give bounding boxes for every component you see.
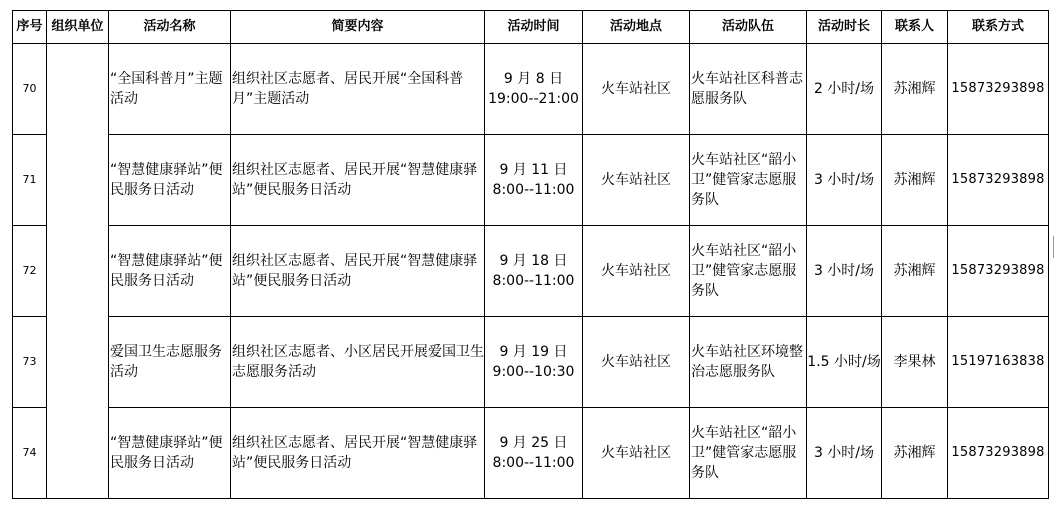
cell-place: 火车站社区 bbox=[583, 408, 690, 499]
table-row bbox=[13, 317, 1049, 408]
header-contact: 联系人 bbox=[882, 11, 948, 44]
cell-time bbox=[485, 226, 583, 317]
header-phone: 联系方式 bbox=[948, 11, 1049, 44]
cell-place: 火车站社区 bbox=[583, 226, 690, 317]
cell-time bbox=[485, 44, 583, 135]
cell-name: 爱国卫生志愿服务活动 bbox=[109, 317, 231, 408]
cell-team: 火车站社区“韶小卫”健管家志愿服务队 bbox=[690, 226, 807, 317]
header-seq: 序号 bbox=[13, 11, 47, 44]
cell-summary: 组织社区志愿者、居民开展“智慧健康驿站”便民服务日活动 bbox=[231, 135, 485, 226]
cell-team: 火车站社区环境整治志愿服务队 bbox=[690, 317, 807, 408]
cell-team: 火车站社区“韶小卫”健管家志愿服务队 bbox=[690, 135, 807, 226]
header-time: 活动时间 bbox=[485, 11, 583, 44]
cell-seq: 71 bbox=[13, 135, 47, 226]
cell-duration: 2 小时/场 bbox=[807, 44, 882, 135]
cell-date: 9 月 8 日 bbox=[503, 71, 564, 87]
cell-team: 火车站社区“韶小卫”健管家志愿服务队 bbox=[690, 408, 807, 499]
cell-place: 火车站社区 bbox=[583, 44, 690, 135]
cell-name: “智慧健康驿站”便民服务日活动 bbox=[109, 408, 231, 499]
cell-date: 9 月 25 日 bbox=[499, 435, 568, 451]
cell-date: 9 月 18 日 bbox=[499, 253, 568, 269]
cell-place: 火车站社区 bbox=[583, 135, 690, 226]
cell-team: 火车站社区科普志愿服务队 bbox=[690, 44, 807, 135]
cell-place: 火车站社区 bbox=[583, 317, 690, 408]
header-summary: 简要内容 bbox=[231, 11, 485, 44]
activity-table-sheet bbox=[12, 10, 1049, 499]
cell-time bbox=[485, 317, 583, 408]
cell-name: “全国科普月”主题活动 bbox=[109, 44, 231, 135]
cell-phone: 15873293898 bbox=[948, 44, 1049, 135]
header-name: 活动名称 bbox=[109, 11, 231, 44]
cell-duration: 3 小时/场 bbox=[807, 135, 882, 226]
cell-name: “智慧健康驿站”便民服务日活动 bbox=[109, 226, 231, 317]
cell-contact: 苏湘辉 bbox=[882, 226, 948, 317]
cell-seq: 73 bbox=[13, 317, 47, 408]
cell-summary: 组织社区志愿者、居民开展“智慧健康驿站”便民服务日活动 bbox=[231, 408, 485, 499]
cell-time bbox=[485, 135, 583, 226]
cell-contact: 李果林 bbox=[882, 317, 948, 408]
cell-date: 9 月 19 日 bbox=[499, 344, 568, 360]
header-org: 组织单位 bbox=[47, 11, 109, 44]
cell-hours: 19:00--21:00 bbox=[488, 91, 579, 107]
cell-hours: 8:00--11:00 bbox=[492, 182, 575, 198]
table-row bbox=[13, 408, 1049, 499]
table-row bbox=[13, 44, 1049, 135]
table-row bbox=[13, 135, 1049, 226]
header-team: 活动队伍 bbox=[690, 11, 807, 44]
cell-phone: 15197163838 bbox=[948, 317, 1049, 408]
cell-time bbox=[485, 408, 583, 499]
cell-seq: 74 bbox=[13, 408, 47, 499]
cell-hours: 8:00--11:00 bbox=[492, 273, 575, 289]
cell-phone: 15873293898 bbox=[948, 135, 1049, 226]
table-row bbox=[13, 226, 1049, 317]
cell-duration: 3 小时/场 bbox=[807, 408, 882, 499]
header-place: 活动地点 bbox=[583, 11, 690, 44]
cell-summary: 组织社区志愿者、居民开展“全国科普月”主题活动 bbox=[231, 44, 485, 135]
cell-hours: 9:00--10:30 bbox=[492, 364, 575, 380]
cell-hours: 8:00--11:00 bbox=[492, 455, 575, 471]
cell-org-merged bbox=[47, 44, 109, 499]
cell-duration: 3 小时/场 bbox=[807, 226, 882, 317]
cell-seq: 70 bbox=[13, 44, 47, 135]
cell-name: “智慧健康驿站”便民服务日活动 bbox=[109, 135, 231, 226]
cell-contact: 苏湘辉 bbox=[882, 135, 948, 226]
cell-summary: 组织社区志愿者、居民开展“智慧健康驿站”便民服务日活动 bbox=[231, 226, 485, 317]
cell-contact: 苏湘辉 bbox=[882, 408, 948, 499]
header-duration: 活动时长 bbox=[807, 11, 882, 44]
cell-phone: 15873293898 bbox=[948, 226, 1049, 317]
cell-seq: 72 bbox=[13, 226, 47, 317]
scroll-edge-marker bbox=[1053, 236, 1057, 258]
activity-table bbox=[12, 10, 1049, 499]
cell-phone: 15873293898 bbox=[948, 408, 1049, 499]
cell-duration: 1.5 小时/场 bbox=[807, 317, 882, 408]
header-row bbox=[13, 11, 1049, 44]
cell-summary: 组织社区志愿者、小区居民开展爱国卫生志愿服务活动 bbox=[231, 317, 485, 408]
cell-date: 9 月 11 日 bbox=[499, 162, 568, 178]
cell-contact: 苏湘辉 bbox=[882, 44, 948, 135]
